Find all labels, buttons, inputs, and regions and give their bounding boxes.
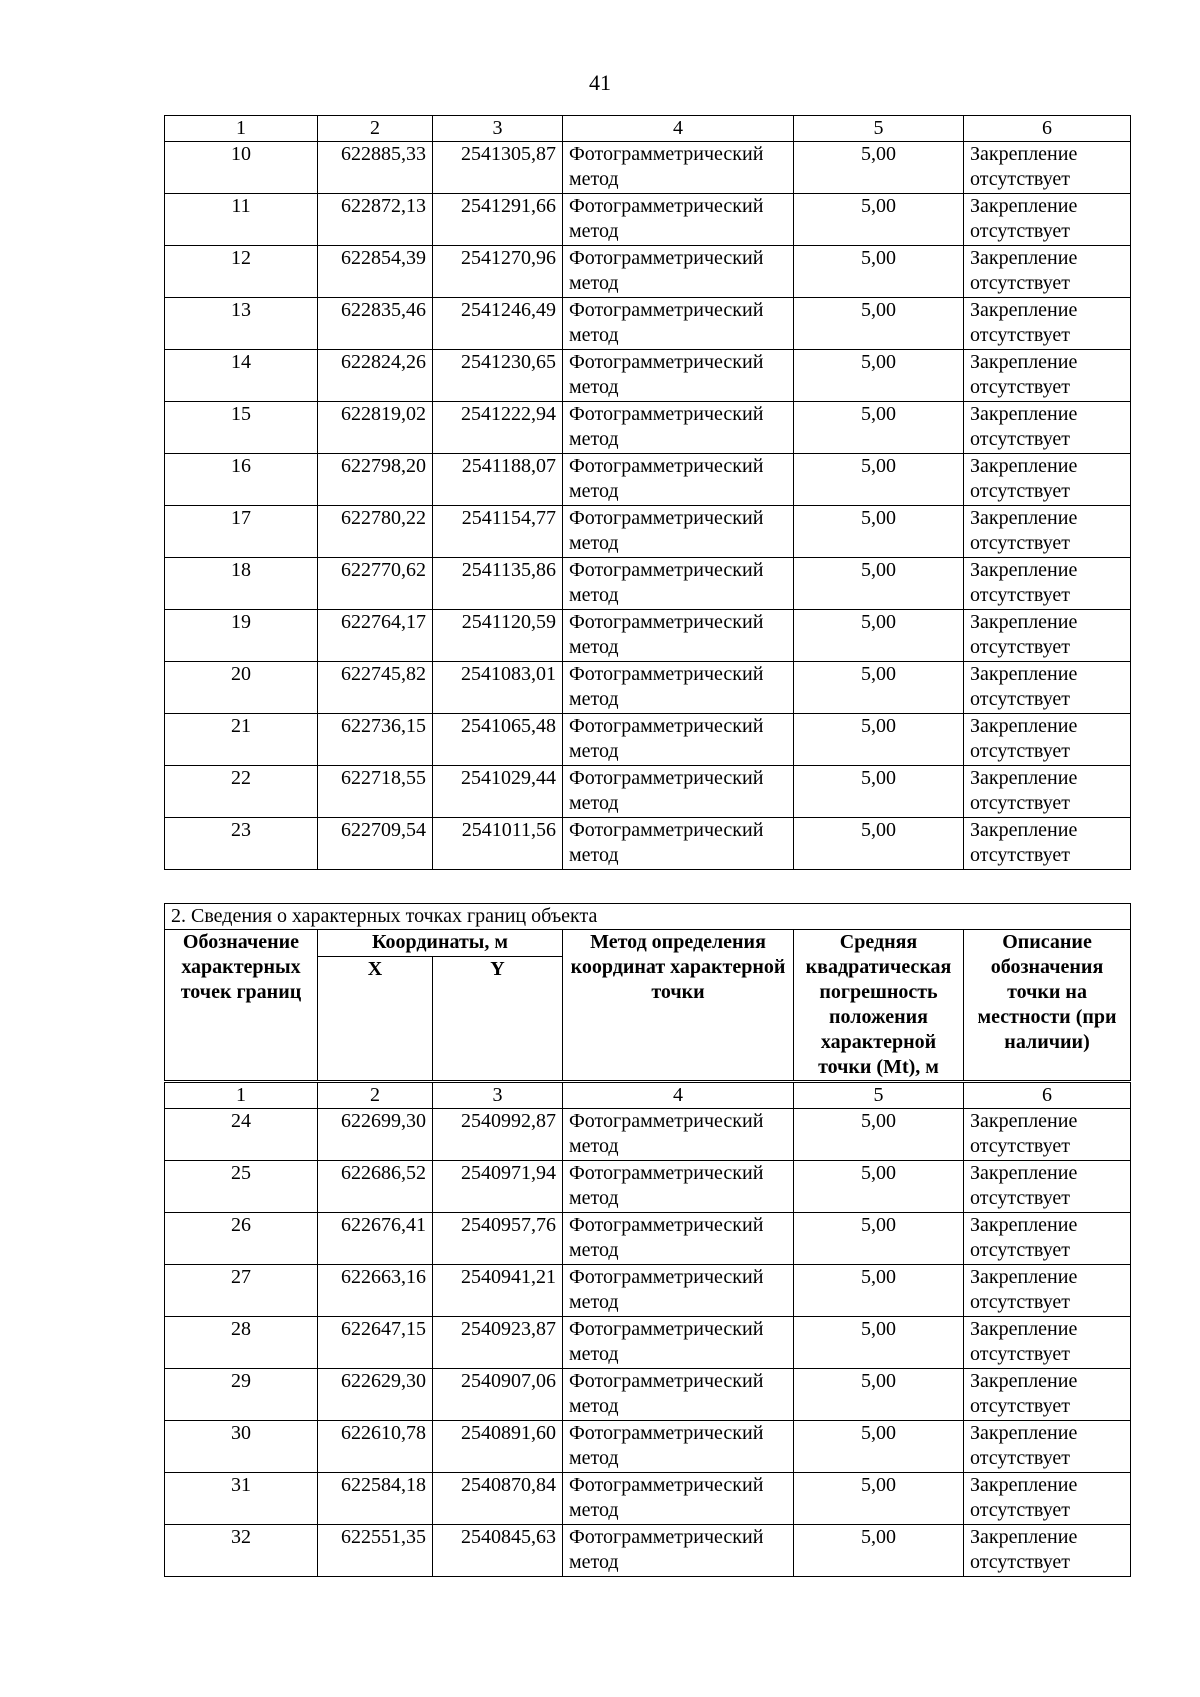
column-number: 1: [165, 116, 318, 142]
coord-y: 2541222,94: [433, 402, 563, 454]
method-cell: Фотограмметрический метод: [563, 662, 794, 714]
error-cell: 5,00: [794, 1317, 964, 1369]
table-row: [165, 1473, 1131, 1525]
error-cell: 5,00: [794, 766, 964, 818]
method-cell: Фотограмметрический метод: [563, 1317, 794, 1369]
coord-y: 2541011,56: [433, 818, 563, 870]
coord-y: 2540957,76: [433, 1213, 563, 1265]
method-cell: Фотограмметрический метод: [563, 454, 794, 506]
error-cell: 5,00: [794, 194, 964, 246]
error-cell: 5,00: [794, 1109, 964, 1161]
error-cell: 5,00: [794, 454, 964, 506]
error-cell: 5,00: [794, 506, 964, 558]
section-title: 2. Сведения о характерных точках границ объекта: [165, 904, 1131, 930]
page-number: 41: [589, 70, 611, 95]
column-number: 3: [433, 116, 563, 142]
coord-x: 622835,46: [318, 298, 433, 350]
table-row: [165, 1161, 1131, 1213]
column-number-row: [165, 1082, 1131, 1109]
point-number: 29: [165, 1369, 318, 1421]
description-cell: Закрепление отсутствует: [964, 1161, 1131, 1213]
coord-y: 2540992,87: [433, 1109, 563, 1161]
table-row: [165, 142, 1131, 194]
table-row: [165, 610, 1131, 662]
description-cell: Закрепление отсутствует: [964, 1421, 1131, 1473]
point-number: 23: [165, 818, 318, 870]
method-cell: Фотограмметрический метод: [563, 766, 794, 818]
column-number: 4: [563, 1082, 794, 1109]
column-number: 1: [165, 1082, 318, 1109]
description-cell: Закрепление отсутствует: [964, 558, 1131, 610]
coord-y: 2540845,63: [433, 1525, 563, 1577]
coord-x: 622647,15: [318, 1317, 433, 1369]
coord-x: 622629,30: [318, 1369, 433, 1421]
point-number: 24: [165, 1109, 318, 1161]
description-cell: Закрепление отсутствует: [964, 142, 1131, 194]
header-x: X: [318, 957, 433, 1082]
coord-x: 622551,35: [318, 1525, 433, 1577]
method-cell: Фотограмметрический метод: [563, 1265, 794, 1317]
point-number: 27: [165, 1265, 318, 1317]
description-cell: Закрепление отсутствует: [964, 1369, 1131, 1421]
method-cell: Фотограмметрический метод: [563, 194, 794, 246]
coord-x: 622584,18: [318, 1473, 433, 1525]
error-cell: 5,00: [794, 662, 964, 714]
column-number: 3: [433, 1082, 563, 1109]
coord-x: 622699,30: [318, 1109, 433, 1161]
error-cell: 5,00: [794, 142, 964, 194]
description-cell: Закрепление отсутствует: [964, 714, 1131, 766]
coord-x: 622770,62: [318, 558, 433, 610]
error-cell: 5,00: [794, 714, 964, 766]
coord-x: 622610,78: [318, 1421, 433, 1473]
table-row: [165, 1109, 1131, 1161]
point-number: 22: [165, 766, 318, 818]
point-number: 21: [165, 714, 318, 766]
table-row: [165, 818, 1131, 870]
coord-x: 622709,54: [318, 818, 433, 870]
method-cell: Фотограмметрический метод: [563, 714, 794, 766]
column-number: 2: [318, 1082, 433, 1109]
table-row: [165, 402, 1131, 454]
point-number: 32: [165, 1525, 318, 1577]
coord-x: 622819,02: [318, 402, 433, 454]
header-description: Описание обозначения точки на местности (при наличии): [964, 930, 1131, 1082]
coord-x: 622745,82: [318, 662, 433, 714]
table-row: [165, 1369, 1131, 1421]
section-title-row: [165, 904, 1131, 930]
description-cell: Закрепление отсутствует: [964, 1525, 1131, 1577]
description-cell: Закрепление отсутствует: [964, 1265, 1131, 1317]
error-cell: 5,00: [794, 350, 964, 402]
point-number: 20: [165, 662, 318, 714]
error-cell: 5,00: [794, 818, 964, 870]
error-cell: 5,00: [794, 1265, 964, 1317]
error-cell: 5,00: [794, 1421, 964, 1473]
coord-y: 2541270,96: [433, 246, 563, 298]
coord-y: 2541065,48: [433, 714, 563, 766]
point-number: 17: [165, 506, 318, 558]
error-cell: 5,00: [794, 298, 964, 350]
coord-y: 2541246,49: [433, 298, 563, 350]
column-number: 6: [964, 116, 1131, 142]
table-row: [165, 1213, 1131, 1265]
description-cell: Закрепление отсутствует: [964, 818, 1131, 870]
method-cell: Фотограмметрический метод: [563, 1473, 794, 1525]
description-cell: Закрепление отсутствует: [964, 766, 1131, 818]
column-number: 4: [563, 116, 794, 142]
table-row: [165, 558, 1131, 610]
table-row: [165, 662, 1131, 714]
coord-y: 2541305,87: [433, 142, 563, 194]
coord-x: 622686,52: [318, 1161, 433, 1213]
method-cell: Фотограмметрический метод: [563, 142, 794, 194]
description-cell: Закрепление отсутствует: [964, 662, 1131, 714]
header-method: Метод определения координат характерной точки: [563, 930, 794, 1082]
coord-y: 2541230,65: [433, 350, 563, 402]
method-cell: Фотограмметрический метод: [563, 818, 794, 870]
coord-y: 2540971,94: [433, 1161, 563, 1213]
coord-y: 2541029,44: [433, 766, 563, 818]
error-cell: 5,00: [794, 610, 964, 662]
table-row: [165, 714, 1131, 766]
error-cell: 5,00: [794, 1213, 964, 1265]
coord-y: 2541135,86: [433, 558, 563, 610]
column-number: 2: [318, 116, 433, 142]
description-cell: Закрепление отсутствует: [964, 1109, 1131, 1161]
description-cell: Закрепление отсутствует: [964, 454, 1131, 506]
coord-y: 2540907,06: [433, 1369, 563, 1421]
coord-x: 622780,22: [318, 506, 433, 558]
table-row: [165, 1317, 1131, 1369]
method-cell: Фотограмметрический метод: [563, 1525, 794, 1577]
method-cell: Фотограмметрический метод: [563, 1213, 794, 1265]
coord-y: 2541188,07: [433, 454, 563, 506]
error-cell: 5,00: [794, 1525, 964, 1577]
description-cell: Закрепление отсутствует: [964, 194, 1131, 246]
method-cell: Фотограмметрический метод: [563, 402, 794, 454]
table-row: [165, 766, 1131, 818]
coord-y: 2541154,77: [433, 506, 563, 558]
table-row: [165, 246, 1131, 298]
point-number: 14: [165, 350, 318, 402]
coord-x: 622824,26: [318, 350, 433, 402]
boundary-points-table: [164, 903, 1131, 1577]
column-number: 6: [964, 1082, 1131, 1109]
column-number-row: [165, 116, 1131, 142]
header-designation: Обозначение характерных точек границ: [165, 930, 318, 1082]
error-cell: 5,00: [794, 402, 964, 454]
coord-y: 2541291,66: [433, 194, 563, 246]
coord-y: 2541120,59: [433, 610, 563, 662]
coord-y: 2540870,84: [433, 1473, 563, 1525]
coord-x: 622736,15: [318, 714, 433, 766]
point-number: 31: [165, 1473, 318, 1525]
header-y: Y: [433, 957, 563, 1082]
description-cell: Закрепление отсутствует: [964, 246, 1131, 298]
method-cell: Фотограмметрический метод: [563, 610, 794, 662]
boundary-points-table-continued: [164, 115, 1131, 870]
error-cell: 5,00: [794, 246, 964, 298]
header-error: Средняя квадратическая погрешность положения характерной точки (Mt), м: [794, 930, 964, 1082]
error-cell: 5,00: [794, 558, 964, 610]
coord-x: 622798,20: [318, 454, 433, 506]
coord-x: 622663,16: [318, 1265, 433, 1317]
column-number: 5: [794, 1082, 964, 1109]
table-row: [165, 454, 1131, 506]
coord-y: 2540891,60: [433, 1421, 563, 1473]
point-number: 28: [165, 1317, 318, 1369]
table-row: [165, 506, 1131, 558]
description-cell: Закрепление отсутствует: [964, 610, 1131, 662]
point-number: 18: [165, 558, 318, 610]
table-row: [165, 350, 1131, 402]
method-cell: Фотограмметрический метод: [563, 1421, 794, 1473]
coord-x: 622885,33: [318, 142, 433, 194]
method-cell: Фотограмметрический метод: [563, 246, 794, 298]
column-number: 5: [794, 116, 964, 142]
method-cell: Фотограмметрический метод: [563, 1369, 794, 1421]
description-cell: Закрепление отсутствует: [964, 506, 1131, 558]
description-cell: Закрепление отсутствует: [964, 402, 1131, 454]
point-number: 25: [165, 1161, 318, 1213]
coord-x: 622854,39: [318, 246, 433, 298]
description-cell: Закрепление отсутствует: [964, 350, 1131, 402]
point-number: 26: [165, 1213, 318, 1265]
header-coordinates: Координаты, м: [318, 930, 563, 957]
table-body: [165, 1082, 1131, 1577]
table-row: [165, 194, 1131, 246]
table-row: [165, 1421, 1131, 1473]
table-row: [165, 1525, 1131, 1577]
point-number: 30: [165, 1421, 318, 1473]
method-cell: Фотограмметрический метод: [563, 558, 794, 610]
point-number: 11: [165, 194, 318, 246]
point-number: 13: [165, 298, 318, 350]
method-cell: Фотограмметрический метод: [563, 506, 794, 558]
method-cell: Фотограмметрический метод: [563, 1109, 794, 1161]
header-row: [165, 930, 1131, 957]
table-row: [165, 1265, 1131, 1317]
method-cell: Фотограмметрический метод: [563, 1161, 794, 1213]
error-cell: 5,00: [794, 1161, 964, 1213]
method-cell: Фотограмметрический метод: [563, 350, 794, 402]
coord-x: 622872,13: [318, 194, 433, 246]
description-cell: Закрепление отсутствует: [964, 1473, 1131, 1525]
error-cell: 5,00: [794, 1369, 964, 1421]
coord-x: 622676,41: [318, 1213, 433, 1265]
coord-y: 2540923,87: [433, 1317, 563, 1369]
description-cell: Закрепление отсутствует: [964, 1213, 1131, 1265]
point-number: 16: [165, 454, 318, 506]
point-number: 19: [165, 610, 318, 662]
method-cell: Фотограмметрический метод: [563, 298, 794, 350]
coord-x: 622718,55: [318, 766, 433, 818]
coord-x: 622764,17: [318, 610, 433, 662]
error-cell: 5,00: [794, 1473, 964, 1525]
description-cell: Закрепление отсутствует: [964, 1317, 1131, 1369]
description-cell: Закрепление отсутствует: [964, 298, 1131, 350]
table-row: [165, 298, 1131, 350]
table-body: [165, 116, 1131, 870]
coord-y: 2541083,01: [433, 662, 563, 714]
point-number: 12: [165, 246, 318, 298]
point-number: 15: [165, 402, 318, 454]
coord-y: 2540941,21: [433, 1265, 563, 1317]
point-number: 10: [165, 142, 318, 194]
